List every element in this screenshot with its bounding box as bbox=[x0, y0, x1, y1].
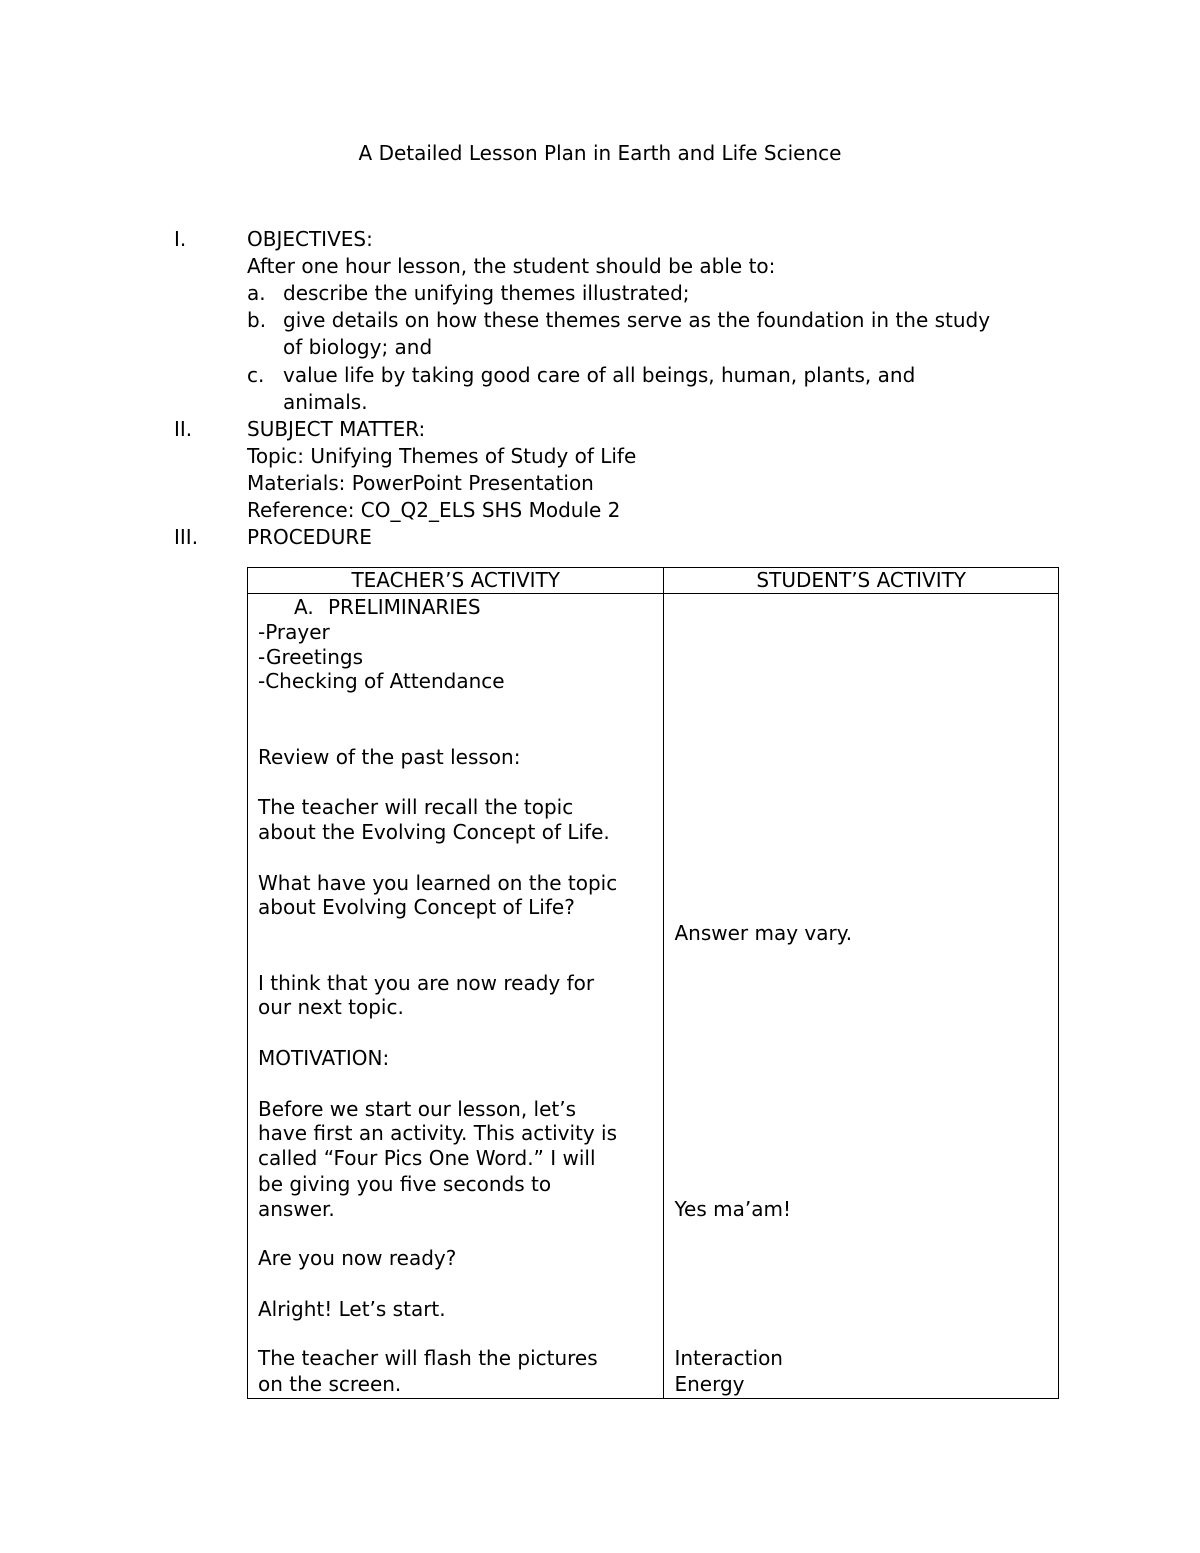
teacher-line: The teacher will recall the topic bbox=[258, 795, 574, 819]
teacher-line: What have you learned on the topic bbox=[258, 871, 618, 895]
objectives-intro: After one hour lesson, the student should be able to: bbox=[247, 254, 776, 278]
procedure-table-body-row bbox=[248, 594, 1059, 1399]
teacher-line: -Checking of Attendance bbox=[258, 669, 505, 693]
teacher-line: -Prayer bbox=[258, 620, 330, 644]
subject-matter-number: II. bbox=[174, 417, 193, 441]
teacher-line: Alright! Let’s start. bbox=[258, 1297, 446, 1321]
teacher-line: -Greetings bbox=[258, 645, 364, 669]
objective-b-text-line-2: of biology; and bbox=[283, 335, 433, 359]
subject-reference: Reference: CO_Q2_ELS SHS Module 2 bbox=[247, 498, 621, 522]
objective-a-letter: a. bbox=[247, 281, 266, 305]
document-title: A Detailed Lesson Plan in Earth and Life Science bbox=[358, 141, 842, 165]
teacher-line: on the screen. bbox=[258, 1372, 402, 1396]
subject-topic: Topic: Unifying Themes of Study of Life bbox=[247, 444, 637, 468]
teacher-line: The teacher will flash the pictures bbox=[258, 1346, 598, 1370]
teacher-line: Are you now ready? bbox=[258, 1246, 457, 1270]
subject-matter-heading: SUBJECT MATTER: bbox=[247, 417, 426, 441]
procedure-number: III. bbox=[174, 525, 199, 549]
teacher-line: our next topic. bbox=[258, 995, 404, 1019]
teacher-line: be giving you five seconds to bbox=[258, 1172, 552, 1196]
objective-c-text-line-2: animals. bbox=[283, 390, 368, 414]
objectives-heading: OBJECTIVES: bbox=[247, 227, 373, 251]
procedure-table-header-row bbox=[248, 568, 1059, 594]
student-line: Energy bbox=[674, 1372, 745, 1396]
objectives-number: I. bbox=[174, 227, 187, 251]
teacher-line: MOTIVATION: bbox=[258, 1046, 390, 1070]
student-activity-header: STUDENT’S ACTIVITY bbox=[664, 568, 1059, 594]
teacher-activity-cell bbox=[248, 594, 664, 1399]
objective-b-letter: b. bbox=[247, 308, 267, 332]
student-activity-cell bbox=[664, 594, 1059, 1399]
objective-c-text-line-1: value life by taking good care of all beings, human, plants, and bbox=[283, 363, 916, 387]
teacher-activity-header: TEACHER’S ACTIVITY bbox=[248, 568, 664, 594]
teacher-line: have first an activity. This activity is bbox=[258, 1121, 618, 1145]
objective-a-text: describe the unifying themes illustrated; bbox=[283, 281, 690, 305]
teacher-line: called “Four Pics One Word.” I will bbox=[258, 1146, 596, 1170]
subject-materials: Materials: PowerPoint Presentation bbox=[247, 471, 594, 495]
student-line: Interaction bbox=[674, 1346, 783, 1370]
procedure-table bbox=[247, 567, 1059, 1399]
teacher-line: answer. bbox=[258, 1197, 335, 1221]
student-line: Answer may vary. bbox=[674, 921, 853, 945]
teacher-line: I think that you are now ready for bbox=[258, 971, 595, 995]
teacher-line: Review of the past lesson: bbox=[258, 745, 521, 769]
objective-b-text-line-1: give details on how these themes serve as the foundation in the study bbox=[283, 308, 991, 332]
teacher-line: Before we start our lesson, let’s bbox=[258, 1097, 577, 1121]
preliminaries-heading: PRELIMINARIES bbox=[328, 595, 481, 619]
teacher-line: about Evolving Concept of Life? bbox=[258, 895, 575, 919]
student-line: Yes ma’am! bbox=[674, 1197, 791, 1221]
teacher-line: about the Evolving Concept of Life. bbox=[258, 820, 610, 844]
procedure-heading: PROCEDURE bbox=[247, 525, 372, 549]
preliminaries-letter: A. bbox=[294, 595, 314, 619]
objective-c-letter: c. bbox=[247, 363, 265, 387]
